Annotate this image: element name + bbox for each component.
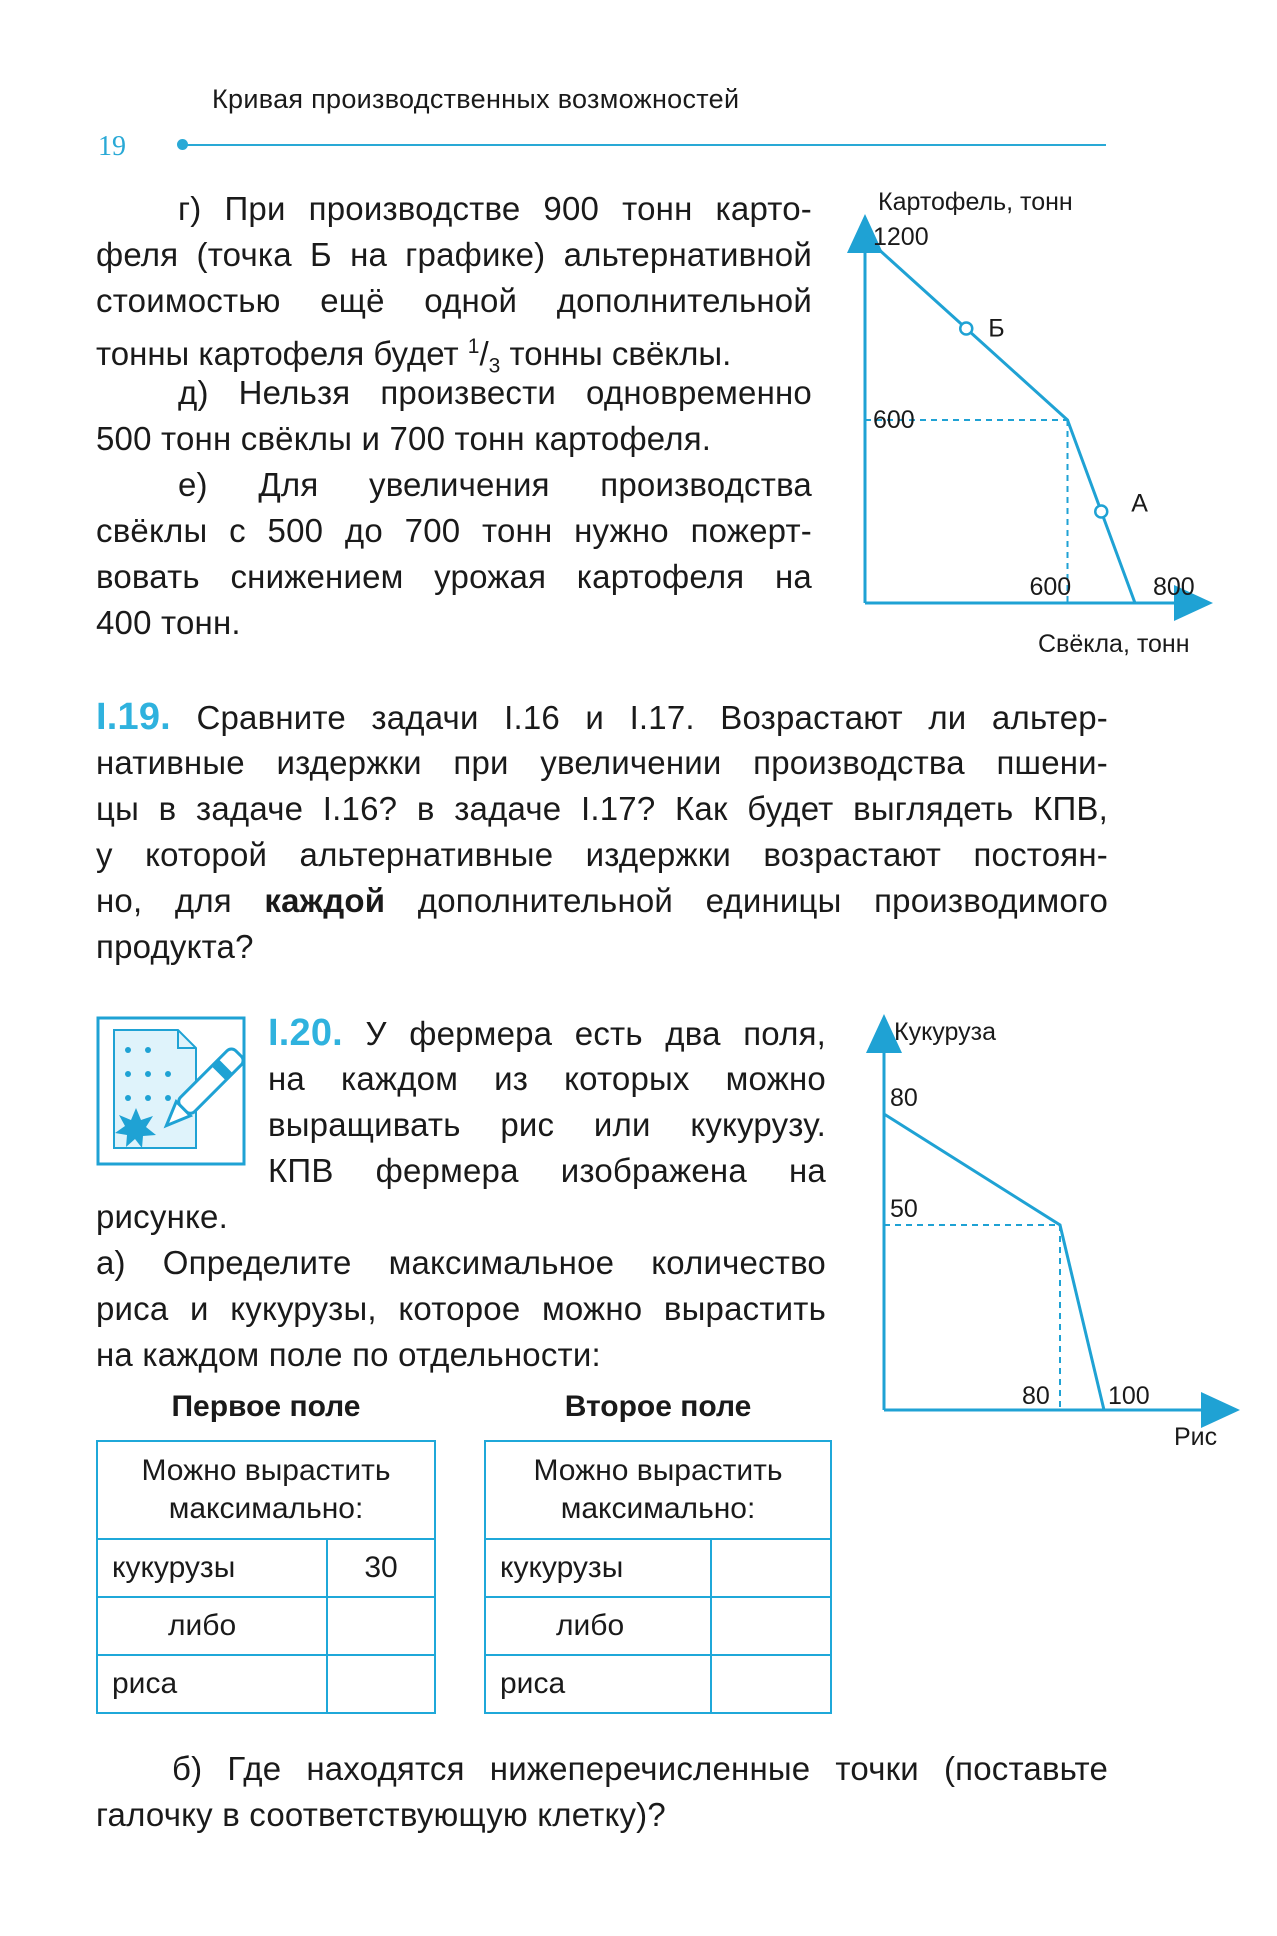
c1-point-0 [960, 323, 972, 335]
task20-a-line-2: риса и кукурузы, которое можно вырастить [96, 1290, 826, 1327]
table2-label-rice: риса [485, 1655, 711, 1713]
fraction-numerator: 1 [467, 335, 480, 358]
task20-line-5: рисунке. [96, 1198, 228, 1235]
header-rule-dot [177, 139, 188, 150]
page-number: 19 [98, 131, 126, 162]
fraction-slash: / [479, 335, 489, 372]
chart1-y-tick-1200: 1200 [873, 223, 929, 251]
chart2-x-tick-100: 100 [1108, 1382, 1150, 1410]
task20-line-1-text: У фермера есть два поля, [365, 1015, 827, 1052]
fraction-denominator: 3 [488, 354, 501, 378]
table1-label-or: либо [97, 1597, 327, 1655]
task19-line-2: нативные издержки при увеличении производства пшени- [96, 744, 1108, 781]
item-g-line-1: г) При производстве 900 тонн карто- [178, 190, 812, 227]
header-rule [182, 144, 1106, 146]
task20-b-line-2: галочку в соответствующую клетку)? [96, 1796, 666, 1833]
task19-line-3: цы в задаче I.16? в задаче I.17? Как будет выглядеть КПВ, [96, 790, 1108, 827]
task20-line-4: КПВ фермера изображена на [268, 1152, 826, 1189]
task19-emphasis: каждой [264, 882, 386, 919]
chart1-x-tick-800: 800 [1153, 573, 1195, 601]
c1-point-1 [1095, 506, 1107, 518]
task19-line-5-end: дополнительной единицы производимого [417, 882, 1109, 919]
table2-header: Можно вырастить максимально: [485, 1441, 831, 1539]
item-g-line-3: стоимостью ещё одной дополнительной [96, 282, 812, 319]
task20-number: I.20. [268, 1012, 343, 1054]
item-e-line-1: е) Для увеличения производства [178, 466, 812, 503]
item-g-line-4-end: тонны свёклы. [509, 335, 732, 372]
table1-title: Первое поле [171, 1390, 361, 1423]
chart1-x-tick-600: 600 [1029, 573, 1072, 601]
table2-value-or[interactable] [711, 1597, 831, 1655]
table1-label-rice: риса [97, 1655, 327, 1713]
table2-value-corn[interactable] [711, 1539, 831, 1597]
item-e-line-2: свёклы с 500 до 700 тонн нужно пожерт- [96, 512, 812, 549]
chart-potato-beet [840, 180, 1240, 670]
task20-a-line-3: на каждом поле по отдельности: [96, 1336, 601, 1373]
item-e-line-3: вовать снижением урожая картофеля на [96, 558, 812, 595]
item-g-line-2: феля (точка Б на графике) альтернативной [96, 236, 812, 273]
table-first-field [96, 1440, 436, 1714]
task19-line-6: продукта? [96, 928, 254, 965]
task-writing-icon [96, 1016, 246, 1166]
chart1-y-label: Картофель, тонн [878, 188, 1073, 216]
chart1-y-tick-600: 600 [873, 406, 915, 434]
task19-number: I.19. [96, 696, 171, 738]
chart2-x-label: Рис [1174, 1423, 1218, 1451]
task19-line-1 [96, 694, 1108, 741]
task19-line-1-text: Сравните задачи I.16 и I.17. Возрастают ли альтер- [196, 699, 1108, 736]
table1-label-corn: кукурузы [97, 1539, 327, 1597]
task20-line-2: на каждом из которых можно [268, 1060, 826, 1097]
chart2-y-tick-80: 80 [890, 1084, 918, 1112]
task20-b-line-1: б) Где находятся нижеперечисленные точки (поставьте [172, 1750, 1108, 1787]
item-g-line-4-start: тонны картофеля будет [96, 335, 459, 372]
table2-label-corn: кукурузы [485, 1539, 711, 1597]
task20-line-1 [268, 1010, 826, 1057]
task20-a-line-1: а) Определите максимальное количество [96, 1244, 826, 1281]
task19-line-4: у которой альтернативные издержки возрастают постоян- [96, 836, 1108, 873]
table1-value-rice[interactable] [327, 1655, 435, 1713]
item-d-line-2: 500 тонн свёклы и 700 тонн картофеля. [96, 420, 712, 457]
item-e-line-4: 400 тонн. [96, 604, 241, 641]
table1-value-corn[interactable]: 30 [327, 1539, 435, 1597]
table1-value-or[interactable] [327, 1597, 435, 1655]
chart2-ppf-line [884, 1114, 1104, 1410]
chart1-x-label: Свёкла, тонн [1038, 630, 1190, 658]
table2-title: Второе поле [564, 1390, 752, 1423]
task19-line-5 [96, 878, 1108, 924]
chart-corn-rice [860, 1010, 1240, 1460]
chart2-y-label: Кукуруза [894, 1018, 996, 1046]
table2-label-or: либо [485, 1597, 711, 1655]
running-title: Кривая производственных возможностей [212, 84, 740, 114]
table-second-field [484, 1440, 832, 1714]
chart1-point-label-a: А [1131, 489, 1148, 518]
chart2-y-tick-50: 50 [890, 1195, 918, 1223]
task20-line-3: выращивать рис или кукурузу. [268, 1106, 826, 1143]
item-d-line-1: д) Нельзя произвести одновременно [178, 374, 812, 411]
table1-header: Можно вырастить максимально: [97, 1441, 435, 1539]
table2-value-rice[interactable] [711, 1655, 831, 1713]
chart1-point-label-b: Б [988, 314, 1005, 343]
chart2-x-tick-80: 80 [1022, 1382, 1050, 1410]
task19-line-5-start: но, для [96, 882, 232, 919]
